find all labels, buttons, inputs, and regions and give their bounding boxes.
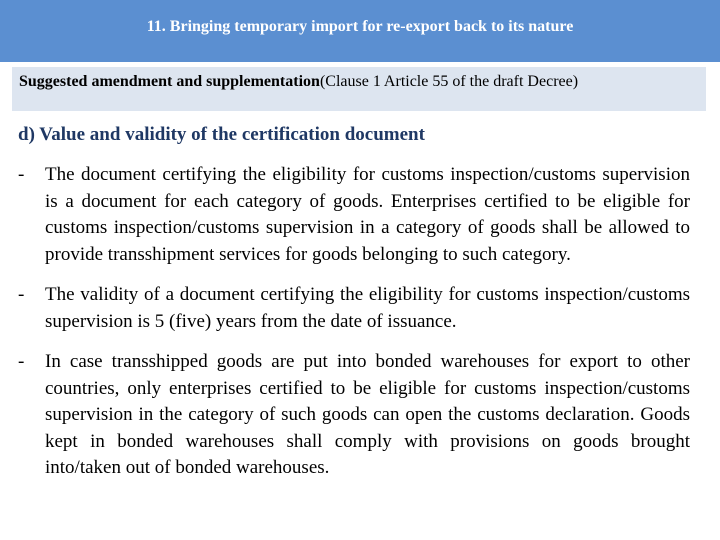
subtitle-bar — [12, 67, 706, 111]
bullet-item — [18, 282, 690, 335]
bullet-text: The document certifying the eligibility for customs inspection/customs supervision is a document for each category of goods. Enterprises certified to be eligible for customs inspection/customs supervision in a category of goods shall be allowed to provide transshipment services for goods belonging to such category. — [45, 164, 690, 265]
subtitle-normal: (Clause 1 Article 55 of the draft Decree) — [319, 73, 579, 90]
bullet-text: In case transshipped goods are put into bonded warehouses for export to other countries, only enterprises certified to be eligible for customs inspection/customs supervision in the category of such goods can open the customs declaration. Goods kept in bonded warehouses shall comply with provisions on goods brought into/taken out of bonded warehouses. — [45, 351, 690, 478]
subtitle-text — [19, 71, 699, 92]
subtitle-bold: Suggested amendment and supplementation — [19, 73, 320, 90]
bullet-text: The validity of a document certifying the eligibility for customs inspection/customs supervision is 5 (five) years from the date of issuance. — [45, 284, 690, 332]
section-heading: d) Value and validity of the certification document — [18, 124, 425, 145]
bullet-item — [18, 349, 690, 482]
slide-title: 11. Bringing temporary import for re-export back to its nature — [146, 18, 574, 35]
bullet-dash: - — [18, 351, 25, 372]
bullet-list — [18, 162, 690, 496]
title-bar — [0, 0, 720, 62]
bullet-dash: - — [18, 284, 25, 305]
bullet-dash: - — [18, 164, 25, 185]
bullet-item — [18, 162, 690, 268]
